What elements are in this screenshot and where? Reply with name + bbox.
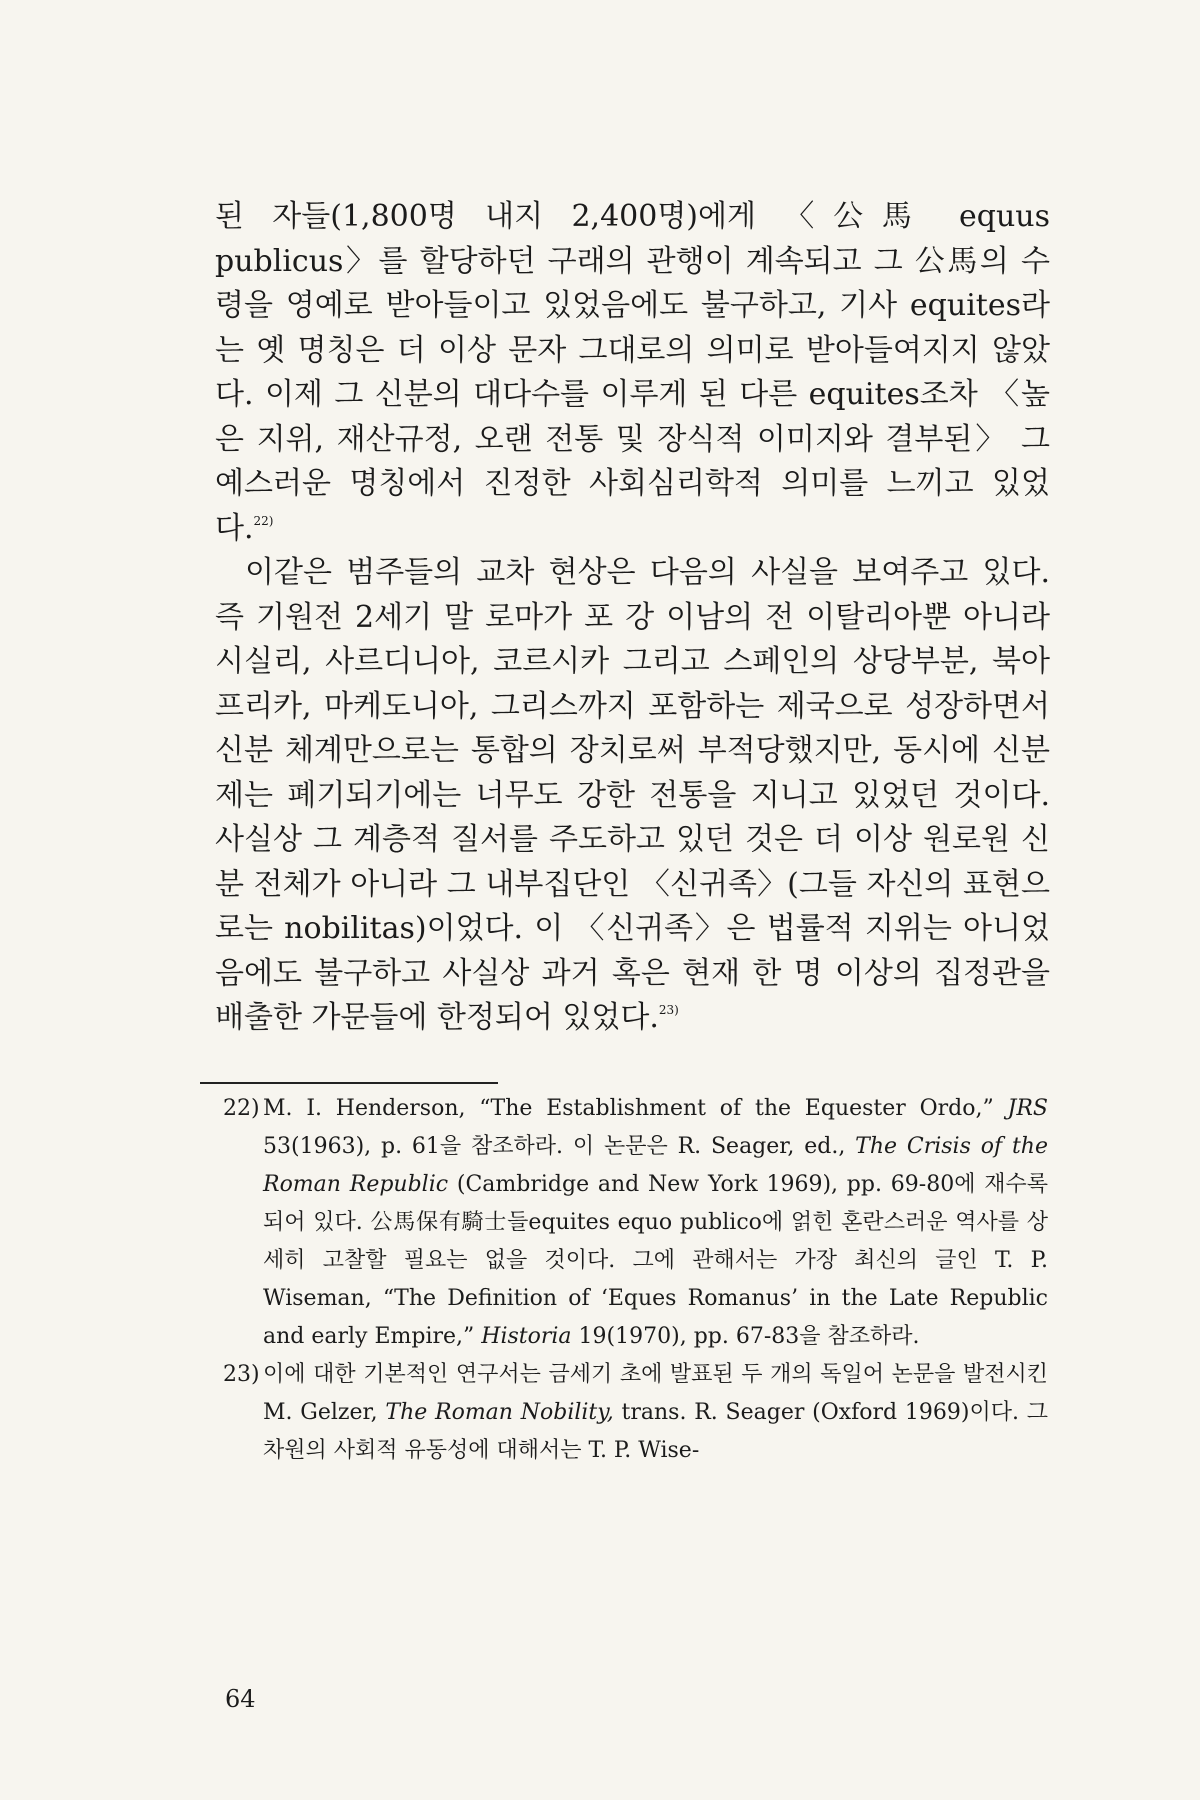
journal-title: Historia — [481, 1324, 572, 1349]
paragraph: 된 자들(1,800명 내지 2,400명)에게 〈公馬 equus publicus〉를 할당하던 구래의 관행이 계속되고 그 公馬의 수령을 영예로 받아들이고 있었음에도 불구하고, 기사 equites라는 옛 명칭은 더 이상 문자 그대로의 의미로 받아들여지지 않았다. 이제 그 신분의 대다수를 이루게 된 다른 equites조차 〈높은 지위, 재산규정, 오랜 전통 및 장식적 이미지와 결부된〉 그 예스러운 명칭에서 진정한 사회심리학적 의미를 느끼고 있었다.$^{22)}$ — [215, 199, 1050, 546]
page-number: 64 — [225, 1685, 256, 1713]
book-title: The Crisis of the Roman Republic — [263, 1134, 1048, 1197]
footnote: 22) M. I. Henderson, “The Establishment of the Equester Ordo,” JRS 53(1963), p. 61을 참조하라. 이 논문은 R. Seager, ed., The Crisis of the Roman Republic (Cambridge and New York 1969), pp. 69-80에 재수록되어 있다. 公馬保有騎士들equites equo publico에 얽힌 혼란스러운 역사를 상세히 고찰할 필요는 없을 것이다. 그에 관해서는 가장 최신의 글인 T. P. Wiseman, “The Definition of ‘Eques Romanus’ in the Late Republic and early Empire,” Historia 19(1970), pp. 67-83을 참조하라. — [223, 1090, 1048, 1356]
book-title: The Roman Nobility, — [385, 1400, 614, 1425]
footnote-ref[interactable]: 22) — [253, 513, 274, 528]
footnote-number: 22) — [223, 1096, 260, 1121]
main-text — [215, 195, 1050, 1041]
footnote-ref[interactable]: 23) — [658, 1003, 679, 1017]
footnote-number: 23) — [223, 1362, 260, 1387]
footnote: 23) 이에 대한 기본적인 연구서는 금세기 초에 발표된 두 개의 독일어 논문을 발전시킨 M. Gelzer, The Roman Nobility, trans. R. Seager (Oxford 1969)이다. 그 차원의 사회적 유동성에 대해서는 T. P. Wise- — [223, 1356, 1048, 1470]
journal-title: JRS — [1007, 1096, 1048, 1121]
footnote-divider — [200, 1082, 498, 1084]
footnotes — [223, 1090, 1048, 1470]
paragraph: 이같은 범주들의 교차 현상은 다음의 사실을 보여주고 있다. 즉 기원전 2세기 말 로마가 포 강 이남의 전 이탈리아뿐 아니라 시실리, 사르디니아, 코르시카 그리고 스페인의 상당부분, 북아프리카, 마케도니아, 그리스까지 포함하는 제국으로 성장하면서 신분 체계만으로는 통합의 장치로써 부적당했지만, 동시에 신분제는 폐기되기에는 너무도 강한 전통을 지니고 있었던 것이다. 사실상 그 계층적 질서를 주도하고 있던 것은 더 이상 원로원 신분 전체가 아니라 그 내부집단인 〈신귀족〉(그들 자신의 표현으로는 nobilitas)이었다. 이 〈신귀족〉은 법률적 지위는 아니었음에도 불구하고 사실상 과거 혹은 현재 한 명 이상의 집정관을 배출한 가문들에 한정되어 있었다.$^{23)}$ — [215, 555, 1050, 1035]
